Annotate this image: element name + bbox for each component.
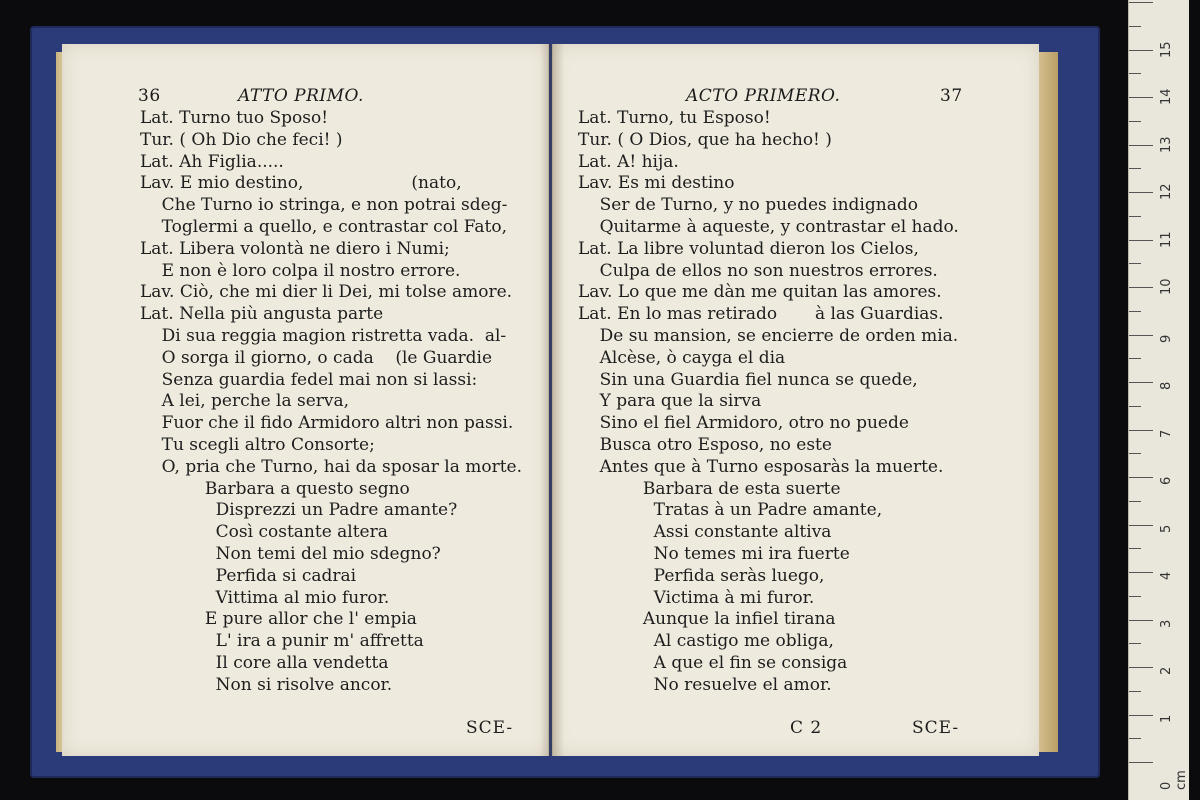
ruler-tick <box>1129 73 1141 74</box>
right_page-text-line: Tur. ( O Dios, que ha hecho! ) <box>578 129 832 150</box>
right_page-text-line: Al castigo me obliga, <box>578 631 834 652</box>
left_page-text-line: Perfida si cadrai <box>140 565 357 586</box>
ruler-number: 9 <box>1159 334 1174 343</box>
ruler-number: 15 <box>1159 40 1174 58</box>
left-running-head: ATTO PRIMO. <box>238 86 364 106</box>
right_page-text-line: Antes que à Turno esposaràs la muerte. <box>578 456 944 477</box>
left_page-text-line: O sorga il giorno, o cada (le Guardie <box>140 347 493 368</box>
left_page-text-line: Lat. Nella più angusta parte <box>140 304 384 325</box>
ruler-number: 1 <box>1159 714 1174 723</box>
ruler-tick <box>1129 477 1153 478</box>
ruler-tick <box>1129 715 1153 716</box>
ruler-number: 8 <box>1159 381 1174 390</box>
ruler-tick <box>1129 548 1141 549</box>
ruler-tick <box>1129 406 1141 407</box>
right-signature-mark: C 2 <box>790 718 823 738</box>
ruler-tick <box>1129 2 1153 3</box>
left_page-text-line: O, pria che Turno, hai da sposar la morte. <box>140 456 523 477</box>
right-page-number: 37 <box>940 86 963 106</box>
left_page-text-line: Senza guardia fedel mai non si lassi: <box>140 369 478 390</box>
right_page-text-line: A que el fin se consiga <box>578 652 848 673</box>
right_page-text-line: Victima à mi furor. <box>578 587 815 608</box>
ruler-tick <box>1129 501 1141 502</box>
left_page-text-line: Il core alla vendetta <box>140 652 389 673</box>
right_page-text-line: Assi constante altiva <box>578 522 832 543</box>
ruler-tick <box>1129 145 1153 146</box>
left_page-text-line: Barbara a questo segno <box>140 478 410 499</box>
left_page-text-line: Di sua reggia magion ristretta vada. al- <box>140 325 507 346</box>
left-page-number: 36 <box>138 86 161 106</box>
right_page-text-line: Busca otro Esposo, no este <box>578 434 832 455</box>
right_page-text-line: Lav. Es mi destino <box>578 173 735 194</box>
right_page-text-line: Lat. La libre voluntad dieron los Cielos, <box>578 238 919 259</box>
right_page-text-line: Alcèse, ò cayga el dia <box>578 347 786 368</box>
right_page-text-line: Lat. En lo mas retirado à las Guardias. <box>578 304 944 325</box>
ruler-tick <box>1129 358 1141 359</box>
right_page-text-line: De su mansion, se encierre de orden mia. <box>578 325 959 346</box>
left_page-text-line: Lat. Ah Figlia..... <box>140 151 284 172</box>
ruler-tick <box>1129 26 1141 27</box>
left_page-text-line: Fuor che il fido Armidoro altri non passi. <box>140 413 514 434</box>
left-catchword: SCE- <box>466 718 514 738</box>
book-gutter <box>540 44 564 756</box>
right_page-text-line: Tratas à un Padre amante, <box>578 500 883 521</box>
ruler-number: 10 <box>1159 278 1174 295</box>
ruler-number: 2 <box>1159 666 1174 675</box>
left_page-text-line: Lav. Ciò, che mi dier li Dei, mi tolse amore. <box>140 282 513 303</box>
ruler-number: 11 <box>1159 230 1174 248</box>
left_page-text-line: L' ira a punir m' affretta <box>140 631 424 652</box>
ruler-tick <box>1129 453 1141 454</box>
ruler-tick <box>1129 263 1141 264</box>
left_page-text-line: Tur. ( Oh Dio che feci! ) <box>140 129 343 150</box>
ruler-tick <box>1129 430 1153 431</box>
right_page-text-line: Lat. Turno, tu Esposo! <box>578 108 771 128</box>
ruler-number: 14 <box>1159 88 1174 105</box>
right_page-text-line: Y para que la sirva <box>578 391 762 412</box>
ruler-tick <box>1129 311 1141 312</box>
left_page-text-line: Tu scegli altro Consorte; <box>140 434 375 455</box>
left_page-text-line: Disprezzi un Padre amante? <box>140 500 458 521</box>
left_page-text-line: Toglermi a quello, e contrastar col Fato, <box>140 216 508 237</box>
right_page-text-line: Lav. Lo que me dàn me quitan las amores. <box>578 282 942 303</box>
ruler-number: 12 <box>1159 183 1174 200</box>
left_page-text-line: Non temi del mio sdegno? <box>140 543 441 564</box>
measurement-ruler <box>1128 0 1189 800</box>
ruler-number: 4 <box>1159 571 1174 580</box>
ruler-number: 3 <box>1159 619 1174 628</box>
ruler-tick <box>1129 216 1141 217</box>
ruler-number: 7 <box>1159 429 1174 438</box>
right_page-text-line: Sin una Guardia fiel nunca se quede, <box>578 369 918 390</box>
right_page-text-line: No temes mi ira fuerte <box>578 543 850 564</box>
ruler-tick <box>1129 667 1153 668</box>
right_page-text-line: Barbara de esta suerte <box>578 478 841 499</box>
ruler-tick <box>1129 50 1153 51</box>
ruler-tick <box>1129 738 1141 739</box>
right_page-text-line: Ser de Turno, y no puedes indignado <box>578 195 918 216</box>
ruler-tick <box>1129 620 1153 621</box>
right_page-text-line: Perfida seràs luego, <box>578 565 825 586</box>
left_page-text-line: Lat. Libera volontà ne diero i Numi; <box>140 238 450 259</box>
right_page-text-line: No resuelve el amor. <box>578 674 832 695</box>
right-running-head: ACTO PRIMERO. <box>686 86 841 106</box>
ruler-unit-label: 0 cm <box>1159 770 1189 790</box>
ruler-tick <box>1129 525 1153 526</box>
ruler-tick <box>1129 168 1141 169</box>
ruler-tick <box>1129 643 1141 644</box>
ruler-tick <box>1129 762 1153 763</box>
right-catchword: SCE- <box>912 718 960 738</box>
right_page-text-line: Culpa de ellos no son nuestros errores. <box>578 260 938 281</box>
left_page-text-line: Non si risolve ancor. <box>140 674 393 695</box>
left_page-text-line: E pure allor che l' empia <box>140 609 417 630</box>
left-page-text <box>140 108 522 697</box>
right_page-text-line: Sino el fiel Armidoro, otro no puede <box>578 413 909 434</box>
left_page-text-line: A lei, perche la serva, <box>140 391 350 412</box>
left_page-text-line: Vittima al mio furor. <box>140 587 390 608</box>
ruler-tick <box>1129 192 1153 193</box>
ruler-tick <box>1129 572 1153 573</box>
left_page-text-line: Lav. E mio destino, (nato, <box>140 173 462 194</box>
left_page-text-line: Che Turno io stringa, e non potrai sdeg- <box>140 195 508 216</box>
left_page-text-line: Così costante altera <box>140 522 388 543</box>
ruler-tick <box>1129 691 1141 692</box>
ruler-tick <box>1129 240 1153 241</box>
right_page-text-line: Quitarme à aqueste, y contrastar el hado. <box>578 216 959 237</box>
ruler-tick <box>1129 596 1141 597</box>
ruler-tick <box>1129 121 1141 122</box>
left_page-text-line: E non è loro colpa il nostro errore. <box>140 260 461 281</box>
ruler-tick <box>1129 335 1153 336</box>
right_page-text-line: Lat. A! hija. <box>578 151 679 172</box>
ruler-tick <box>1129 287 1153 288</box>
ruler-tick <box>1129 382 1153 383</box>
ruler-number: 13 <box>1159 135 1174 153</box>
ruler-number: 5 <box>1159 524 1174 533</box>
right-page-text <box>578 108 959 697</box>
left_page-text-line: Lat. Turno tuo Sposo! <box>140 108 329 128</box>
ruler-tick <box>1129 97 1153 98</box>
ruler-number: 6 <box>1159 476 1174 485</box>
right_page-text-line: Aunque la infiel tirana <box>578 609 836 630</box>
